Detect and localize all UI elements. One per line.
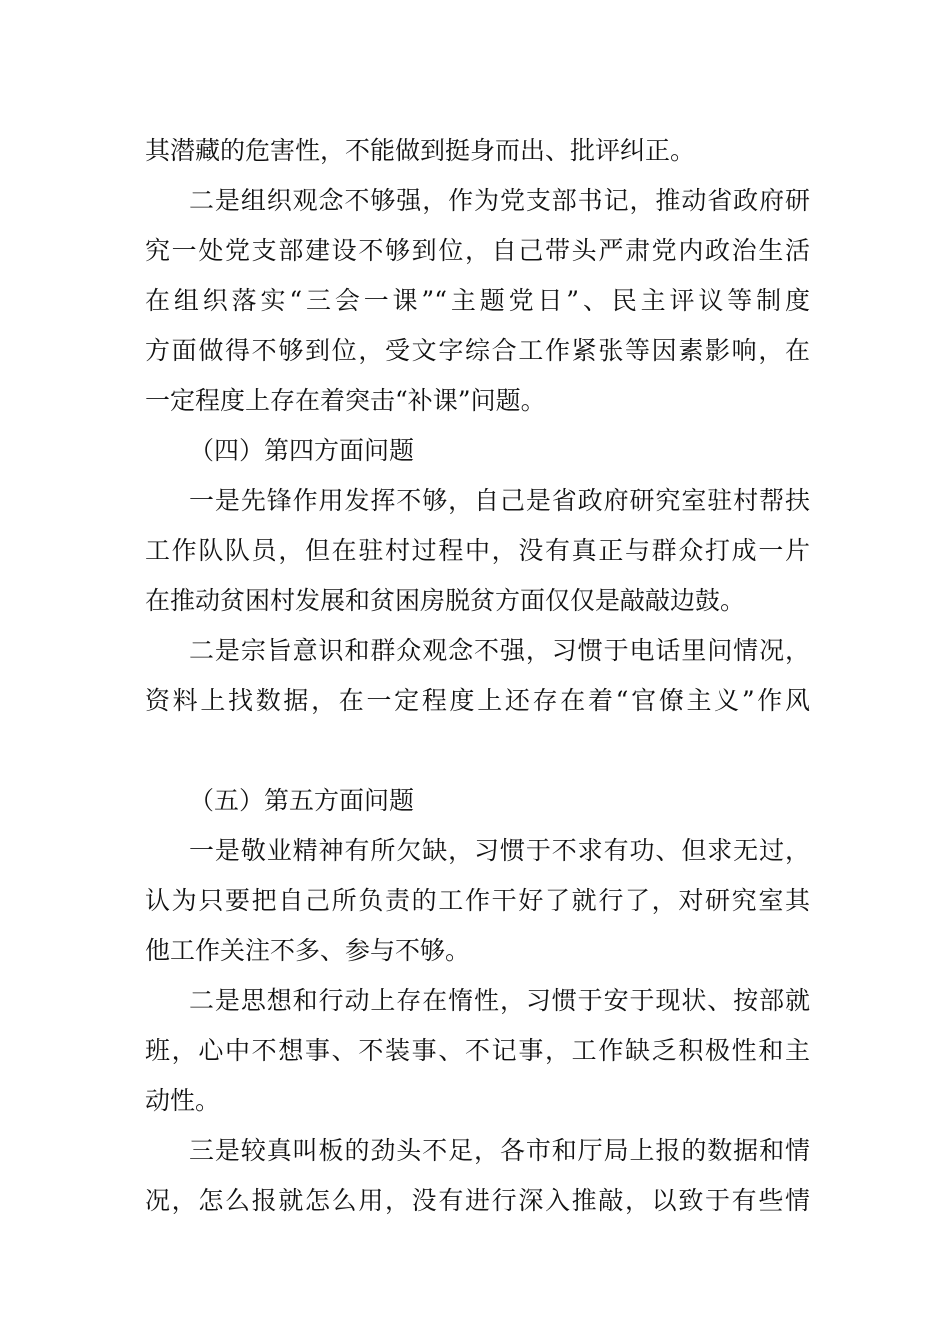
text-line: 班，心中不想事、不装事、不记事，工作缺乏积极性和主 <box>145 1036 810 1065</box>
section-heading-4: （四）第四方面问题 <box>189 436 415 465</box>
paragraph-first-line: 二是思想和行动上存在惰性，习惯于安于现状、按部就 <box>189 986 810 1015</box>
text-line: 他工作关注不多、参与不够。 <box>145 936 471 965</box>
paragraph-first-line: 二是宗旨意识和群众观念不强，习惯于电话里问情况， <box>189 636 810 665</box>
text-line: 究一处党支部建设不够到位，自己带头严肃党内政治生活 <box>145 236 810 265</box>
text-line: 方面做得不够到位，受文字综合工作紧张等因素影响，在 <box>145 336 810 365</box>
paragraph-first-line: 二是组织观念不够强，作为党支部书记，推动省政府研 <box>189 186 810 215</box>
text-line: 工作队队员，但在驻村过程中，没有真正与群众打成一片 <box>145 536 810 565</box>
text-line: 在推动贫困村发展和贫困房脱贫方面仅仅是敲敲边鼓。 <box>145 586 746 615</box>
text-line: 动性。 <box>145 1086 221 1115</box>
section-heading-5: （五）第五方面问题 <box>189 786 415 815</box>
paragraph-first-line: 三是较真叫板的劲头不足，各市和厅局上报的数据和情 <box>189 1136 810 1165</box>
text-line: 资料上找数据，在一定程度上还存在着“官僚主义”作风 <box>145 686 810 715</box>
text-line: 在组织落实“三会一课”“主题党日”、民主评议等制度 <box>145 286 810 315</box>
text-line: 一定程度上存在着突击“补课”问题。 <box>145 386 546 415</box>
paragraph-first-line: 一是敬业精神有所欠缺，习惯于不求有功、但求无过， <box>189 836 810 865</box>
paragraph-first-line: 一是先锋作用发挥不够，自己是省政府研究室驻村帮扶 <box>189 486 810 515</box>
text-line: 其潜藏的危害性，不能做到挺身而出、批评纠正。 <box>145 136 696 165</box>
text-line: 认为只要把自己所负责的工作干好了就行了，对研究室其 <box>145 886 810 915</box>
text-line: 况，怎么报就怎么用，没有进行深入推敲，以致于有些情 <box>145 1186 810 1215</box>
